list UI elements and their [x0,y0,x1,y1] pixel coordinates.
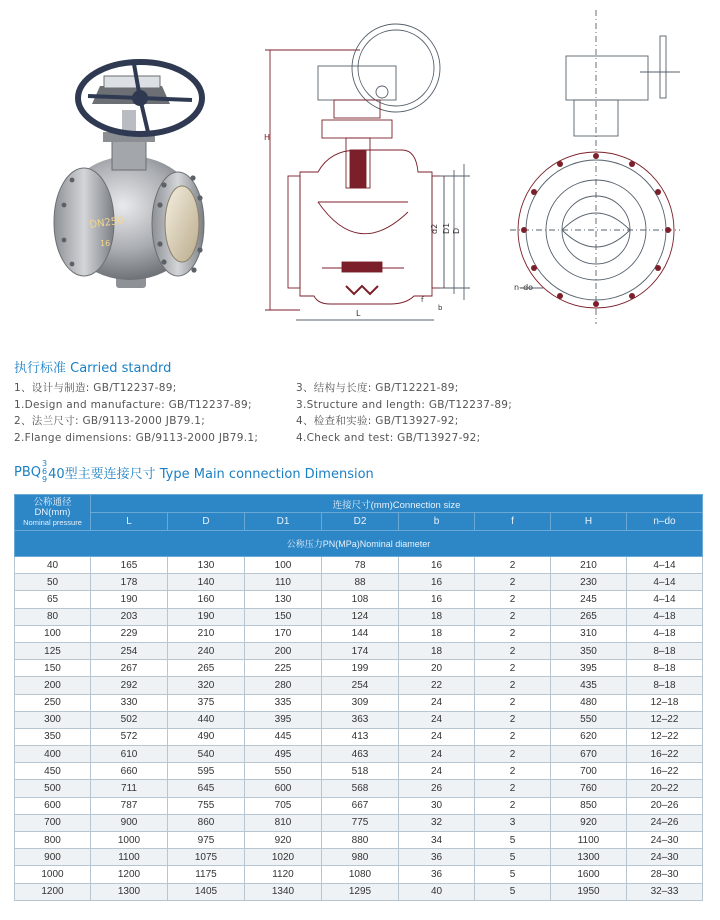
standards-title: 执行标准 Carried standrd [14,361,172,376]
header-dn-unit: DN(mm) [34,506,71,518]
cell-dn: 65 [15,591,91,608]
cell-dn: 700 [15,814,91,831]
standards-row [14,430,714,447]
label-d2: d2 [430,223,439,234]
table-cell: 30 [399,797,475,814]
table-cell: 350 [551,642,627,659]
table-cell: 190 [168,608,245,625]
table-cell: 12–22 [627,711,703,728]
table-cell: 2 [475,660,551,677]
cell-dn: 1000 [15,866,91,883]
table-cell: 1020 [245,849,322,866]
table-cell: 20–22 [627,780,703,797]
table-cell: 320 [168,677,245,694]
table-cell: 229 [91,625,168,642]
table-cell: 363 [322,711,399,728]
table-cell: 595 [168,763,245,780]
table-row [15,608,703,625]
standard-item: 1、设计与制造: GB/T12237-89; [14,382,177,394]
table-cell: 124 [322,608,399,625]
label-n-do: n–do [514,283,534,292]
cell-dn: 40 [15,557,91,574]
table-cell: 16–22 [627,746,703,763]
table-body [15,557,703,901]
cell-dn: 400 [15,746,91,763]
dimension-table [14,494,703,901]
table-cell: 280 [245,677,322,694]
table-cell: 254 [91,642,168,659]
table-cell: 2 [475,608,551,625]
table-cell: 2 [475,780,551,797]
cell-dn: 250 [15,694,91,711]
table-cell: 975 [168,832,245,849]
standards-row [14,413,714,430]
table-cell: 2 [475,728,551,745]
label-h: H [264,133,271,142]
table-cell: 1000 [91,832,168,849]
table-cell: 18 [399,608,475,625]
table-cell: 178 [91,574,168,591]
table-cell: 600 [245,780,322,797]
table-cell: 1295 [322,883,399,900]
table-cell: 1200 [91,866,168,883]
table-cell: 1340 [245,883,322,900]
cell-dn: 800 [15,832,91,849]
table-cell: 32 [399,814,475,831]
table-cell: 210 [168,625,245,642]
header-connection-size: 连接尺寸(mm)Connection size [91,495,703,513]
label-b: b [438,304,443,312]
table-cell: 495 [245,746,322,763]
table-cell: 3 [475,814,551,831]
table-cell: 24 [399,694,475,711]
table-cell: 5 [475,849,551,866]
table-cell: 2 [475,677,551,694]
standard-item: 2.Flange dimensions: GB/9113-2000 JB79.1; [14,431,259,444]
table-cell: 330 [91,694,168,711]
table-cell: 16 [399,574,475,591]
table-cell: 24–26 [627,814,703,831]
table-row [15,660,703,677]
table-cell: 22 [399,677,475,694]
casting-mark-2: 16 [100,239,111,248]
table-cell: 435 [551,677,627,694]
table-cell: 230 [551,574,627,591]
col-header: H [551,513,627,531]
table-row [15,557,703,574]
table-cell: 463 [322,746,399,763]
table-cell: 440 [168,711,245,728]
cell-dn: 1200 [15,883,91,900]
table-cell: 2 [475,694,551,711]
table-cell: 645 [168,780,245,797]
table-cell: 502 [91,711,168,728]
table-cell: 2 [475,642,551,659]
col-header: f [475,513,551,531]
table-cell: 225 [245,660,322,677]
table-row [15,797,703,814]
dimension-title [14,457,374,487]
table-row [15,883,703,900]
table-cell: 5 [475,832,551,849]
table-cell: 18 [399,642,475,659]
table-cell: 245 [551,591,627,608]
table-cell: 1120 [245,866,322,883]
table-cell: 203 [91,608,168,625]
table-cell: 309 [322,694,399,711]
table-cell: 110 [245,574,322,591]
table-cell: 550 [551,711,627,728]
dimension-title-text: 40型主要连接尺寸 Type Main connection Dimension [48,466,374,482]
table-cell: 88 [322,574,399,591]
col-header: b [399,513,475,531]
table-cell: 375 [168,694,245,711]
table-cell: 20–26 [627,797,703,814]
table-cell: 1300 [551,849,627,866]
table-cell: 78 [322,557,399,574]
cell-dn: 150 [15,660,91,677]
table-cell: 254 [322,677,399,694]
table-cell: 4–14 [627,557,703,574]
table-cell: 4–18 [627,625,703,642]
header-dn-cn: 公称通径 [33,496,72,508]
table-cell: 190 [91,591,168,608]
col-header: D2 [322,513,399,531]
table-cell: 292 [91,677,168,694]
table-cell: 667 [322,797,399,814]
table-cell: 24 [399,746,475,763]
table-row [15,694,703,711]
table-cell: 18 [399,625,475,642]
label-d: D [452,227,461,234]
table-cell: 160 [168,591,245,608]
table-cell: 850 [551,797,627,814]
table-cell: 40 [399,883,475,900]
table-cell: 775 [322,814,399,831]
table-cell: 28–30 [627,866,703,883]
table-cell: 310 [551,625,627,642]
stack-top: 3 [42,459,48,468]
standard-item: 1.Design and manufacture: GB/T12237-89; [14,398,252,411]
table-cell: 170 [245,625,322,642]
table-cell: 130 [168,557,245,574]
table-cell: 199 [322,660,399,677]
table-cell: 4–18 [627,608,703,625]
table-cell: 34 [399,832,475,849]
table-cell: 660 [91,763,168,780]
table-cell: 1600 [551,866,627,883]
table-cell: 755 [168,797,245,814]
table-cell: 24 [399,728,475,745]
pressure-stack [42,460,47,484]
table-cell: 12–18 [627,694,703,711]
table-cell: 240 [168,642,245,659]
table-cell: 2 [475,797,551,814]
table-cell: 2 [475,763,551,780]
table-row [15,763,703,780]
table-cell: 32–33 [627,883,703,900]
table-cell: 1405 [168,883,245,900]
section-drawing [264,24,470,320]
table-cell: 8–18 [627,677,703,694]
table-cell: 2 [475,625,551,642]
table-cell: 518 [322,763,399,780]
table-row [15,591,703,608]
standard-item: 4.Check and test: GB/T13927-92; [296,431,481,444]
label-l: L [356,309,361,318]
table-cell: 980 [322,849,399,866]
table-cell: 36 [399,849,475,866]
table-row [15,728,703,745]
table-cell: 670 [551,746,627,763]
table-cell: 24–30 [627,849,703,866]
end-view-drawing [510,10,680,324]
table-cell: 4–14 [627,591,703,608]
table-row [15,711,703,728]
pressure-row: 公称压力PN(MPa)Nominal diameter [15,531,703,557]
standard-item: 4、检查和实验: GB/T13927-92; [296,415,459,428]
table-cell: 760 [551,780,627,797]
table-row [15,849,703,866]
table-cell: 490 [168,728,245,745]
table-cell: 20 [399,660,475,677]
table-cell: 2 [475,711,551,728]
table-cell: 787 [91,797,168,814]
table-row [15,677,703,694]
table-cell: 395 [245,711,322,728]
table-cell: 880 [322,832,399,849]
cell-dn: 350 [15,728,91,745]
table-cell: 413 [322,728,399,745]
standard-item: 2、法兰尺寸: GB/9113-2000 JB79.1; [14,415,206,428]
cell-dn: 450 [15,763,91,780]
table-cell: 16–22 [627,763,703,780]
model-prefix: PBQ [14,464,41,480]
table-cell: 1300 [91,883,168,900]
cell-dn: 80 [15,608,91,625]
table-cell: 16 [399,591,475,608]
table-row [15,814,703,831]
table-cell: 1075 [168,849,245,866]
table-cell: 150 [245,608,322,625]
table-cell: 267 [91,660,168,677]
table-cell: 1100 [91,849,168,866]
table-cell: 335 [245,694,322,711]
table-cell: 5 [475,866,551,883]
table-row [15,625,703,642]
table-cell: 700 [551,763,627,780]
table-cell: 144 [322,625,399,642]
cell-dn: 600 [15,797,91,814]
table-cell: 5 [475,883,551,900]
table-cell: 174 [322,642,399,659]
cell-dn: 500 [15,780,91,797]
table-cell: 2 [475,557,551,574]
table-cell: 26 [399,780,475,797]
table-row [15,642,703,659]
cell-dn: 50 [15,574,91,591]
table-cell: 36 [399,866,475,883]
cell-dn: 900 [15,849,91,866]
standards-list [14,380,714,446]
header-dn-en: Nominal pressure [23,517,82,527]
table-cell: 1100 [551,832,627,849]
cell-dn: 300 [15,711,91,728]
table-cell: 130 [245,591,322,608]
table-cell: 1175 [168,866,245,883]
table-cell: 24–30 [627,832,703,849]
table-cell: 12–22 [627,728,703,745]
col-header: D1 [245,513,322,531]
cell-dn: 125 [15,642,91,659]
table-cell: 16 [399,557,475,574]
table-cell: 108 [322,591,399,608]
col-header: L [91,513,168,531]
casting-mark: DN250 [88,215,125,231]
table-cell: 2 [475,591,551,608]
table-cell: 568 [322,780,399,797]
table-cell: 920 [551,814,627,831]
table-cell: 24 [399,763,475,780]
stack-bot: 9 [42,475,48,484]
standard-item: 3.Structure and length: GB/T12237-89; [296,398,513,411]
stack-mid: 6 [42,467,48,476]
table-cell: 920 [245,832,322,849]
table-cell: 1950 [551,883,627,900]
table-cell: 1080 [322,866,399,883]
cell-dn: 200 [15,677,91,694]
table-cell: 210 [551,557,627,574]
table-cell: 705 [245,797,322,814]
table-row [15,780,703,797]
table-cell: 265 [551,608,627,625]
table-cell: 480 [551,694,627,711]
col-header: D [168,513,245,531]
standards-row [14,380,714,397]
table-row [15,832,703,849]
col-header: n–do [627,513,703,531]
table-row [15,866,703,883]
table-cell: 610 [91,746,168,763]
table-cell: 140 [168,574,245,591]
table-cell: 265 [168,660,245,677]
table-cell: 445 [245,728,322,745]
table-cell: 572 [91,728,168,745]
table-row [15,746,703,763]
table-cell: 8–18 [627,642,703,659]
table-cell: 711 [91,780,168,797]
standards-row [14,397,714,414]
table-cell: 100 [245,557,322,574]
table-cell: 810 [245,814,322,831]
table-cell: 900 [91,814,168,831]
table-cell: 165 [91,557,168,574]
table-cell: 540 [168,746,245,763]
table-cell: 200 [245,642,322,659]
table-cell: 8–18 [627,660,703,677]
header-dn [15,495,91,531]
valve-photo [54,62,204,288]
table-cell: 620 [551,728,627,745]
table-cell: 2 [475,574,551,591]
table-cell: 550 [245,763,322,780]
table-cell: 24 [399,711,475,728]
table-cell: 4–14 [627,574,703,591]
cell-dn: 100 [15,625,91,642]
label-f: f [421,296,424,304]
standard-item: 3、结构与长度: GB/T12221-89; [296,382,459,394]
table-cell: 395 [551,660,627,677]
table-cell: 2 [475,746,551,763]
table-cell: 860 [168,814,245,831]
label-d1: D1 [442,222,451,234]
table-row [15,574,703,591]
valve-figures [0,0,720,340]
